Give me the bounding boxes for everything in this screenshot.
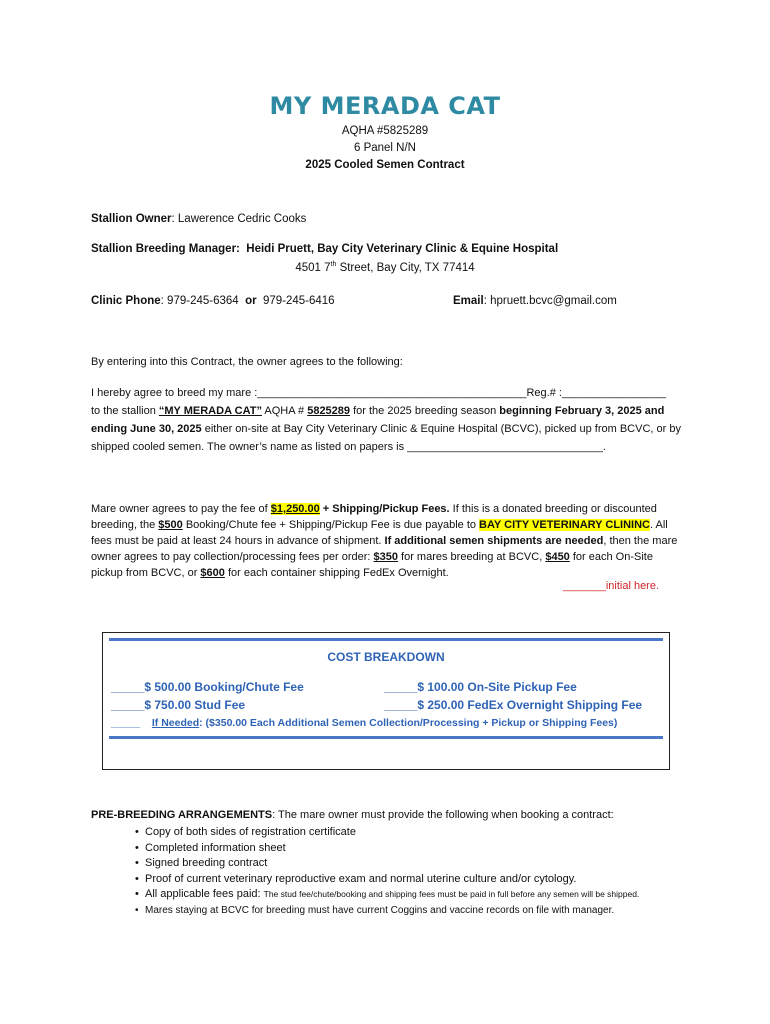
manager-label: Stallion Breeding Manager: [91,243,240,255]
intro-text: By entering into this Contract, the owner agrees to the following: [91,356,403,368]
email-label: Email [453,295,484,307]
stallion-name: “MY MERADA CAT” [158,405,262,417]
agreement-paragraph [91,384,681,456]
owner-line [91,213,306,225]
phone-label: Clinic Phone [91,295,161,307]
aqha-number: AQHA #5825289 [341,125,429,137]
list-item: • Completed information sheet [135,841,695,857]
fees-t3: If this is a donated breeding or discounted breeding, the [91,503,657,531]
fees-t6: If additional semen shipments are needed [384,535,604,547]
cost-heading: COST BREAKDOWN [327,650,445,664]
prebreeding-heading [91,809,614,821]
if-needed-text: : ($350.00 Each Additional Semen Collection/Processing + Pickup or Shipping Fees) [199,717,618,729]
phone-or: or [245,295,257,307]
fees-t1: Mare owner agrees to pay the fee of [91,503,271,515]
manager-value: Heidi Pruett, Bay City Veterinary Clinic & Equine Hospital [246,243,559,255]
fees-t4: Booking/Chute fee + Shipping/Pickup Fee is due payable to [182,519,480,531]
cost-item-booking[interactable]: _____$ 500.00 Booking/Chute Fee [111,680,304,694]
list-item-fees [135,887,695,903]
stallion-title: MY MERADA CAT [269,92,501,120]
address-street: Street, Bay City, TX 77414 [336,261,475,274]
cost-breakdown-box [102,632,670,770]
season-dates: beginning February 3, 2025 and ending June 30, 2025 [91,405,665,435]
fees-paragraph [91,501,681,581]
cost-item-if-needed[interactable] [111,717,617,729]
cost-item-stud[interactable]: _____$ 750.00 Stud Fee [111,698,246,712]
agree-p3: for the 2025 breeding season [350,405,500,417]
cost-item-shipping[interactable]: _____$ 250.00 FedEx Overnight Shipping Fee [384,698,643,712]
fee-amount: $1,250.00 [270,503,320,515]
prebreeding-list [135,825,695,918]
clinic-phone-line [91,295,335,307]
cost-item-pickup[interactable]: _____$ 100.00 On-Site Pickup Fee [384,680,577,694]
manager-line [91,243,558,255]
fees-note: The stud fee/chute/booking and shipping fees must be paid in full before any semen will be shipped. [263,889,640,899]
fees-t9: for each On-Site pickup from BCVC, or [91,551,653,579]
box-bottom-rule [109,736,663,739]
booking-amount: $500 [158,519,183,531]
list-item: • Copy of both sides of registration certificate [135,825,695,841]
prebreeding-text: : The mare owner must provide the following when booking a contract: [272,809,614,821]
contract-title: 2025 Cooled Semen Contract [305,159,465,171]
if-needed-blank: _____ [111,717,141,729]
phone-2: 979-245-6416 [262,295,335,307]
owner-label: Stallion Owner [91,213,172,225]
prebreeding-label: PRE-BREEDING ARRANGEMENTS [91,809,273,821]
mare-line: I hereby agree to breed my mare :____________________________________________Reg.# :_________________ [91,387,666,399]
fees-label: All applicable fees paid: [145,888,264,900]
box-top-rule [109,638,663,641]
fee-350: $350 [373,551,398,563]
agree-p2: AQHA # [261,405,308,417]
address-sup: th [330,261,337,268]
stallion-reg: 5825289 [307,405,351,417]
agree-p1: to the stallion [91,405,159,417]
fees-t2: + Shipping/Pickup Fees. [319,503,450,515]
if-needed-label: If Needed [151,717,200,729]
initial-here[interactable]: _______initial here. [563,580,660,592]
email-value: : hpruett.bcvc@gmail.com [483,295,617,307]
address-number: 4501 7 [295,261,331,274]
list-item: • Proof of current veterinary reproductive exam and normal uterine culture and/or cytology. [135,872,695,888]
manager-address [0,261,770,274]
email-line [453,295,617,307]
fees-t10: for each container shipping FedEx Overnight. [224,567,449,579]
fees-t8: for mares breeding at BCVC, [397,551,546,563]
payee: BAY CITY VETERINARY CLININC [479,519,650,531]
panel-status: 6 Panel N/N [353,142,416,154]
list-item: • Mares staying at BCVC for breeding must have current Coggins and vaccine records on file with manager. [135,903,695,919]
phone-1: : 979-245-6364 [160,295,239,307]
list-item: • Signed breeding contract [135,856,695,872]
fees-t7: , then the mare owner agrees to pay collection/processing fees per order: [91,535,678,563]
fees-t5: . All fees must be paid at least 24 hours in advance of shipment. [91,519,668,547]
fee-450: $450 [545,551,570,563]
fee-600: $600 [200,567,225,579]
owner-value: : Lawerence Cedric Cooks [171,213,307,225]
agree-p4: either on-site at Bay City Veterinary Clinic & Equine Hospital (BCVC), picked up from BCVC, or by shipped cooled semen. The owner’s name as listed on papers is ________________________________. [91,423,681,453]
